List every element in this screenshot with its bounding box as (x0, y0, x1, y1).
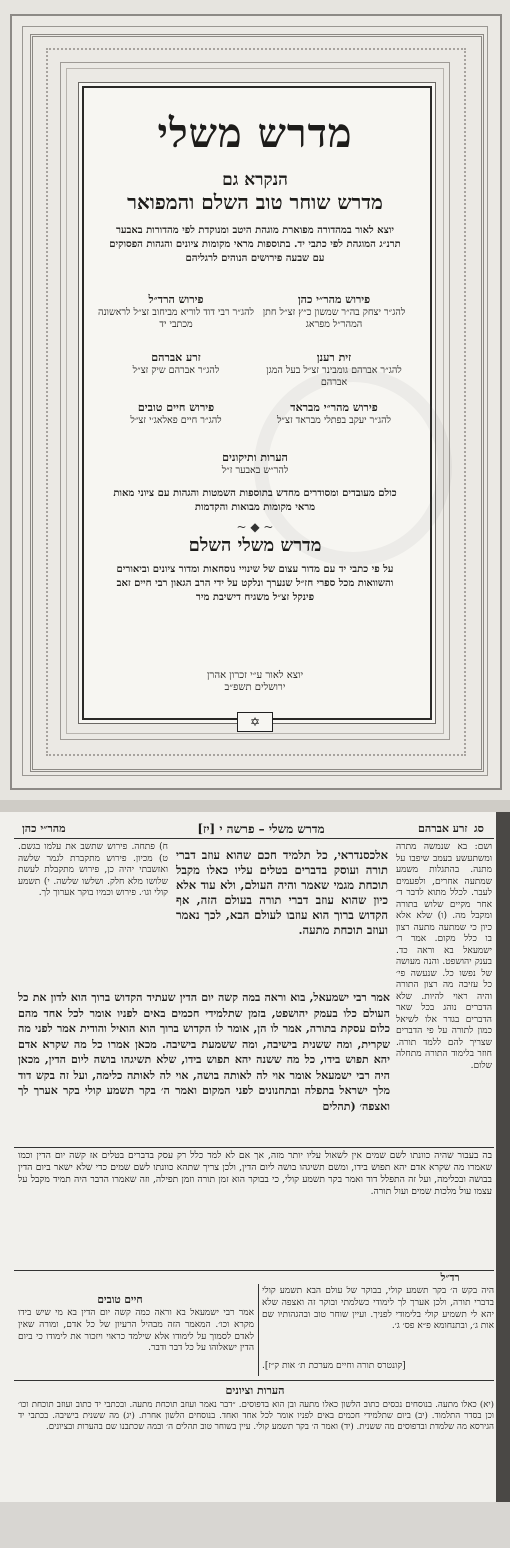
commentary-author: להג״ר חיים פאלאג׳י זצ״ל (130, 415, 222, 426)
commentary-1 (254, 292, 414, 331)
photo-separator (0, 800, 510, 812)
column-divider (258, 1284, 259, 1376)
commentary-7 (175, 450, 335, 477)
commentary-block: בה בעבור שהיה כוונתו לשם שמים אין לשאול עליו יותר מזה, אך אם לא למד כלל רק עסק בדברים בטלים אז קשה יום הדין וכמו שאמרו מה שקרא אדם יהא תפוש בידו, ומשם תשיגהו בושה ליום הדין, ולכן צריך שתהא כוונתו לשם שמים כדי שלא ישאר ביום הדין בבושה ובכלימה, ועל זה התפלל דוד ואמר בקר תשמע קולי, כי בבוקר הוא זמן תורה וזמן תפילה, וזה שאמרו הדבר היה תמיד מקבל על עצמו עול מלכות שמים ועול תורה. (18, 1150, 492, 1197)
commentary-name: פירוש מהר״י מבראד (290, 401, 378, 414)
page-number: סג (474, 822, 484, 835)
background-surface (0, 1502, 510, 1548)
header-right-commentary: זרע אברהם (418, 822, 468, 835)
commentary-2 (96, 292, 256, 331)
commentary-name: זרע אברהם (151, 351, 201, 364)
book-title: מדרש משלי (157, 110, 353, 157)
text-rule (14, 1147, 494, 1148)
edition-description: יוצא לאור במהדורה מפוארת מוגהת היטב ומנוקדת לפי מהדורות באבער תרנ״ג המוגהת לפי כתבי יד. בתוספות מראי מקומות ציונים והגהות הפסוקים עם שבעה פירושים הנוהים לרגליהם (109, 225, 401, 264)
commentary-author: להר״ש באבער ז״ל (221, 465, 289, 476)
commentary-3 (254, 350, 414, 389)
header-left-commentary: מהר״י כהן (22, 822, 66, 835)
header-rule (14, 838, 494, 839)
commentary-author: להג״ר אברהם שיק זצ״ל (132, 365, 220, 376)
commentary-name: פירוש חיים טובים (137, 401, 215, 414)
section-description: על פי כתבי יד עם מדור עצום של שינויי נוסחאות ומדור ציונים וביאורים והשוואות מכל ספרי חז״ל שנערך ונלקט על ידי הרב הגאון רבי חיים זאב פינקל זצ״ל משגיח דישיבת מיר (116, 564, 394, 603)
commentary-name: זית רענן (316, 351, 352, 364)
commentary-author: להג״ר יעקב בפתלי מבראד זצ״ל (276, 415, 392, 426)
commentary-5 (254, 400, 414, 427)
commentary-author: להג״ר רבי דוד לוריא מביחוב זצ״ל לראשונה מכתבי יד (97, 307, 254, 330)
commentary-author: להג״ר אברהם גומבינר זצ״ל בעל המגן אברהם (266, 365, 402, 388)
running-header: מדרש משלי – פרשה י [יז] (197, 822, 325, 836)
commentary-name: פירוש הרד״ל (148, 293, 204, 306)
main-midrash-text: אלכסנדראי, כל תלמיד חכם שהוא עוזב דברי תורה ועוסק בדברים בטלים עליו כאלו מקבל תוכחת מגמי שאמר והיה העולם, ולא עוד אלא כיון שהוא עוזב דברי תורה בעולם הזה, אף הקדוש ברוך הוא עוזבו לעולם הבא, לכך נאמר ועוזב תוכחת מתעה. (176, 848, 388, 937)
book-subtitle: מדרש שוחר טוב השלם והמפואר (127, 190, 383, 214)
publisher-info: יוצא לאור ע״י זכרון אהרן ירושלים תשפ״ב (206, 670, 304, 693)
rdl-heading: רד״ל (440, 1272, 460, 1284)
source-citation: [קונטרס תורה וחיים מערכת ת׳ אות ק״ז]. (262, 1361, 406, 1371)
notes-text: (יא) כאלו מתעה. בנוסחים נכסים כתוב הלשון כאלו מתעה ובן הוא בדפוסים. ״דבר נאמר ועוזב תוכחת מתעה. ובכתבי יד כתוב ועוזב תוכחת וכו׳ וכן בסדר התלמוד. (יב) ביום שתלמידי חכמים באים לפניו אומר לכל אחד ואחד. בנוסחים הלשון אחרת. (יג) מה ששנית בישיבה. בכתבי יד הגירסא מה שלמדת ובדפוסים מה ששנית. (יד) ואמר ה׳ בקר תשמע קולי. עיין בשוחר טוב תהלים ה׳ ובמה שכתבנו שם בהערות ובציונים. (18, 1400, 494, 1433)
also-called-label: הנקרא גם (222, 170, 288, 190)
publisher-logo-icon: ✡ (237, 712, 273, 732)
left-commentary-column: ח) פתחה. פירוש שתשב את עלמו בגשם. ט) מכיון. פירוש מתקברת לגמר שלשה ואזשבתי יהיה כן, פירוש מתקבלת לעשת שלושו מלא חלק. ושלשו שלשה. י) תשמע קולי וגו׳. פירוש וכמיו בוקר אערוך לך. (18, 842, 168, 898)
rdl-commentary: היה בקש ה׳ בקר תשמע קולי, בבוקר של עולם הבא תשמע קולי בדברי תורה, ולכן אערך לך לימודי כשלמתי ובוקר זה ואצפה שלא יהא לי תשמיע קולי בלימודי לפניך. ועיין שוחר טוב ובהגהותיו שם אות ג׳, ובתנחומא פ״א פס׳ ג׳. (262, 1286, 494, 1332)
notes-rule (14, 1380, 494, 1381)
chaim-tovim-commentary: אמר רבי ישמעאל בא וראה כמה קשה יום הדין בא מי שיש בידו מקרא וכו׳. המאמר הזה מבהיל הרעיון של כל אדם, ומורה שאין לאדם לסמוך על לימודו אלא שילמד כראוי ויזכור את לימודו כי ביום הדין ישאלוהו על כל דבר ודבר. (18, 1308, 254, 1354)
edition-note: כולם מעובדים ומסודרים מחדש בתוספות השמטות והגהות עם ציוני מאות מראי מקומות מבואות והקדמות (113, 488, 397, 513)
commentary-author: להג״ר יצחק בה״ר שמשון כ״ץ זצ״ל חתן המהר״ל מפראג (262, 307, 406, 330)
book-spine-shadow (496, 812, 510, 1502)
commentary-6 (96, 400, 256, 427)
notes-heading: הערות וציונים (225, 1384, 285, 1397)
right-commentary-column: ושם: בא שנמשה מתרה ומשתעשע בעמב שיפבו על מתנה. בהתגלות משמע שמתעה אחרים, ולפעמים לעבר. לכלל מתוא לדבר ד׳ אחר מקיים שלוש בתורה ומקבל מה. (ו) שלא אלא כיון כי שמתעה מתעה רצון בו כלל מקום. אמר ר׳ ישמעאל בא וראה כד. בענק יהושפט. והנה מעושה של נפשו כל. שנעשה פי׳ כל עזיבה מה רצון התורה והיה ראוי להיות. שלא הדברים נוהג בכל שאר הדברים בגדר אלו לשיאל כמון לתורה על פי הדברים שצריך להם ללמד תורה. חוזר בלימוד התורה מתחלה שלום. (396, 842, 492, 1071)
commentary-4 (96, 350, 256, 377)
commentary-name: הערות ותיקונים (222, 451, 288, 464)
chaim-tovim-heading: חיים טובים (97, 1294, 143, 1306)
section-rule (14, 1270, 494, 1271)
section-title: מדרש משלי השלם (188, 535, 322, 556)
main-midrash-text-continued: אמר רבי ישמעאל, בוא וראה במה קשה יום הדין שעתיד הקדוש ברוך הוא לדון את כל העולם כלו בעמק יהושפט, בזמן שתלמידי חכמים באים לפניו אומר לכל אחד מהם כלום עסקת בתורה, אמר לו הן, אומר לו הקדוש ברוך הוא הואיל והודית אמר לפני מה שקרית, ומה ששנית בישיבה, ומה ששמעת בישיבה. מכאן אמרו כל מה שקרא אדם יהא תפוש בידו, כל מה ששנה יהא תפוש בידו, שלא תשיגהו בושה ליום הדין, מכאן היה רבי ישמעאל אומר אוי לה לאותה בושה, אוי לה לאותה כלימה, ועל זה בקש דוד מלך ישראל בתפלה ובתחנונים לפני המקום ואמר ה׳ בקר תשמע קולי בקר אערך לך ואצפה׳ (תהלים (18, 991, 390, 1113)
ornament-divider: ~ ◆ ~ (236, 520, 274, 534)
commentary-name: פירוש מהר״י כהן (297, 293, 371, 306)
